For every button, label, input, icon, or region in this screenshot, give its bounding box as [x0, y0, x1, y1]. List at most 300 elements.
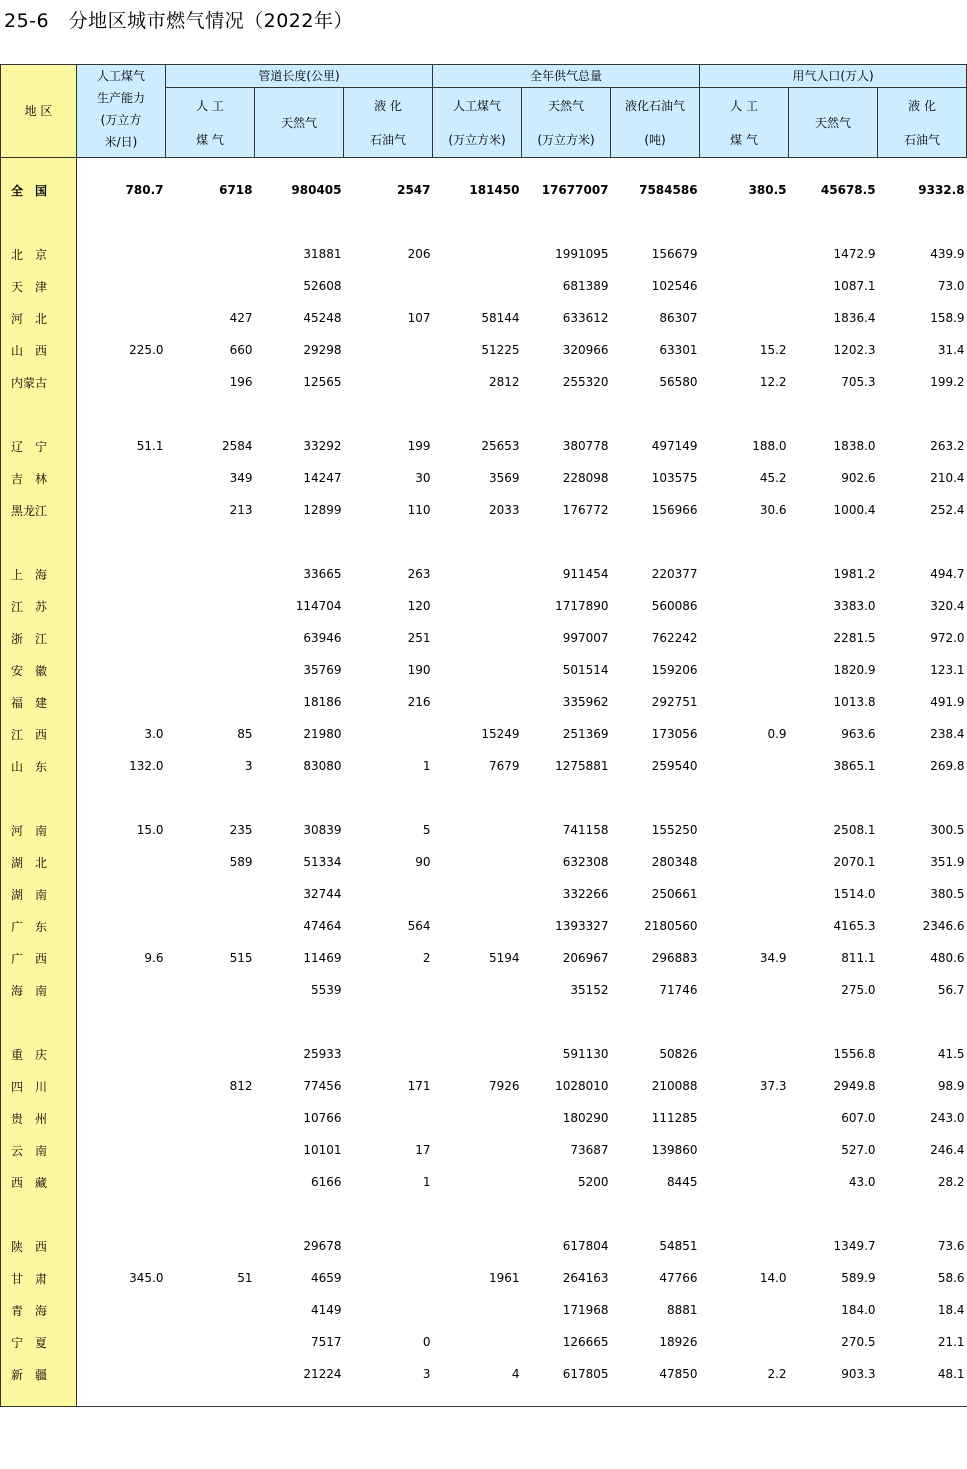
value-cell	[700, 1294, 789, 1326]
value-cell: 2949.8	[833, 1079, 876, 1093]
value-cell	[344, 366, 433, 398]
region-cell: 广 东	[1, 910, 77, 942]
value-cell	[700, 910, 789, 942]
region-cell: 江 苏	[1, 590, 77, 622]
header-region: 地 区	[1, 65, 77, 158]
value-cell	[77, 1230, 166, 1262]
table-row	[1, 878, 967, 910]
value-cell: 155250	[651, 823, 698, 837]
value-cell: 439.9	[930, 247, 965, 261]
value-cell	[433, 1134, 522, 1166]
value-cell: 480.6	[930, 951, 965, 965]
value-cell: 564	[407, 919, 431, 933]
value-cell: 2508.1	[833, 823, 876, 837]
value-cell: 156966	[651, 503, 698, 517]
region-cell: 辽 宁	[1, 430, 77, 462]
value-cell: 83080	[303, 759, 342, 773]
value-cell: 681389	[562, 279, 609, 293]
value-cell: 2.2	[767, 1367, 787, 1381]
value-cell	[166, 558, 255, 590]
table-row	[1, 1358, 967, 1390]
value-cell: 380778	[562, 439, 609, 453]
value-cell: 5200	[577, 1175, 609, 1189]
total-row	[1, 174, 967, 206]
value-cell: 21224	[303, 1367, 342, 1381]
value-cell: 6718	[219, 183, 253, 197]
table-row	[1, 622, 967, 654]
value-cell: 63946	[303, 631, 342, 645]
value-cell	[166, 654, 255, 686]
value-cell: 30	[415, 471, 431, 485]
value-cell: 1	[422, 759, 431, 773]
value-cell	[166, 910, 255, 942]
value-cell: 176772	[562, 503, 609, 517]
value-cell: 1991095	[555, 247, 609, 261]
region-cell: 湖 南	[1, 878, 77, 910]
value-cell: 427	[229, 311, 253, 325]
value-cell: 190	[407, 663, 431, 677]
table-row	[1, 814, 967, 846]
value-cell: 1087.1	[833, 279, 876, 293]
header-pipe-coal: 人 工 煤 气	[166, 88, 255, 158]
value-cell: 45.2	[759, 471, 787, 485]
table-row	[1, 942, 967, 974]
value-cell: 199.2	[930, 375, 965, 389]
value-cell: 29298	[303, 343, 342, 357]
value-cell	[700, 814, 789, 846]
value-cell: 41.5	[937, 1047, 965, 1061]
region-cell: 内蒙古	[1, 366, 77, 398]
value-cell: 10766	[303, 1111, 342, 1125]
header-pipe-lpg: 液 化 石油气	[344, 88, 433, 158]
value-cell: 35152	[570, 983, 609, 997]
value-cell: 51225	[481, 343, 520, 357]
value-cell	[433, 1166, 522, 1198]
value-cell: 246.4	[930, 1143, 965, 1157]
value-cell: 705.3	[841, 375, 876, 389]
value-cell: 9.6	[144, 951, 164, 965]
value-cell	[700, 1102, 789, 1134]
value-cell: 63301	[659, 343, 698, 357]
value-cell: 632308	[562, 855, 609, 869]
value-cell: 1028010	[555, 1079, 609, 1093]
value-cell: 5539	[310, 983, 342, 997]
value-cell: 7926	[488, 1079, 520, 1093]
value-cell	[77, 654, 166, 686]
value-cell: 180290	[562, 1111, 609, 1125]
value-cell: 30839	[303, 823, 342, 837]
value-cell: 259540	[651, 759, 698, 773]
header-coal-gas-capacity: 人工煤气 生产能力 (万立方 米/日)	[77, 65, 166, 158]
value-cell: 251369	[562, 727, 609, 741]
value-cell: 220377	[651, 567, 698, 581]
table-row	[1, 1294, 967, 1326]
region-cell: 重 庆	[1, 1038, 77, 1070]
value-cell: 0	[422, 1335, 431, 1349]
value-cell: 3	[422, 1367, 431, 1381]
value-cell: 31881	[303, 247, 342, 261]
value-cell	[433, 1038, 522, 1070]
value-cell	[77, 238, 166, 270]
value-cell	[700, 622, 789, 654]
region-cell: 海 南	[1, 974, 77, 1006]
value-cell	[77, 974, 166, 1006]
value-cell: 320.4	[930, 599, 965, 613]
value-cell: 158.9	[930, 311, 965, 325]
region-cell: 贵 州	[1, 1102, 77, 1134]
table-header	[1, 65, 967, 158]
table-row	[1, 1102, 967, 1134]
region-cell: 云 南	[1, 1134, 77, 1166]
value-cell: 51.1	[136, 439, 164, 453]
value-cell: 280348	[651, 855, 698, 869]
value-cell: 1	[422, 1175, 431, 1189]
value-cell: 14.0	[759, 1271, 787, 1285]
value-cell: 102546	[651, 279, 698, 293]
value-cell	[77, 1134, 166, 1166]
value-cell	[77, 622, 166, 654]
header-population-group: 用气人口(万人)	[700, 65, 967, 88]
value-cell	[77, 270, 166, 302]
value-cell: 617805	[562, 1367, 609, 1381]
value-cell	[433, 814, 522, 846]
table-row	[1, 1166, 967, 1198]
value-cell	[77, 1358, 166, 1390]
value-cell: 1349.7	[833, 1239, 876, 1253]
value-cell	[700, 302, 789, 334]
value-cell: 515	[229, 951, 253, 965]
table-body	[1, 158, 967, 1407]
table-row	[1, 1326, 967, 1358]
value-cell: 1717890	[555, 599, 609, 613]
value-cell: 32744	[303, 887, 342, 901]
value-cell	[344, 334, 433, 366]
table-row	[1, 750, 967, 782]
value-cell	[166, 270, 255, 302]
value-cell: 2584	[221, 439, 253, 453]
region-cell: 陕 西	[1, 1230, 77, 1262]
value-cell: 111285	[651, 1111, 698, 1125]
value-cell: 5194	[488, 951, 520, 965]
value-cell: 589.9	[841, 1271, 876, 1285]
table-row	[1, 846, 967, 878]
spacer-row	[1, 782, 967, 814]
value-cell: 21.1	[937, 1335, 965, 1349]
value-cell: 228098	[562, 471, 609, 485]
value-cell: 37.3	[759, 1079, 787, 1093]
value-cell: 1961	[488, 1271, 520, 1285]
value-cell	[77, 590, 166, 622]
value-cell: 264163	[562, 1271, 609, 1285]
value-cell: 238.4	[930, 727, 965, 741]
region-cell: 江 西	[1, 718, 77, 750]
value-cell: 591130	[562, 1047, 609, 1061]
value-cell: 47464	[303, 919, 342, 933]
value-cell: 90	[415, 855, 431, 869]
value-cell: 300.5	[930, 823, 965, 837]
value-cell	[433, 1230, 522, 1262]
value-cell	[433, 1102, 522, 1134]
region-cell: 西 藏	[1, 1166, 77, 1198]
value-cell	[166, 622, 255, 654]
region-cell: 浙 江	[1, 622, 77, 654]
table-row	[1, 910, 967, 942]
region-cell: 上 海	[1, 558, 77, 590]
value-cell: 250661	[651, 887, 698, 901]
value-cell: 812	[229, 1079, 253, 1093]
table-row	[1, 270, 967, 302]
value-cell: 332266	[562, 887, 609, 901]
value-cell: 25933	[303, 1047, 342, 1061]
value-cell: 21980	[303, 727, 342, 741]
value-cell: 48.1	[937, 1367, 965, 1381]
value-cell: 18186	[303, 695, 342, 709]
value-cell: 263	[407, 567, 431, 581]
value-cell: 216	[407, 695, 431, 709]
value-cell	[433, 878, 522, 910]
value-cell: 73.0	[937, 279, 965, 293]
value-cell	[700, 270, 789, 302]
value-cell: 7584586	[639, 183, 698, 197]
region-cell: 安 徽	[1, 654, 77, 686]
value-cell	[433, 846, 522, 878]
value-cell: 54851	[659, 1239, 698, 1253]
value-cell: 210088	[651, 1079, 698, 1093]
header-supply-natural: 天然气 (万立方米)	[522, 88, 611, 158]
value-cell	[433, 654, 522, 686]
spacer-row	[1, 158, 967, 175]
value-cell: 71746	[659, 983, 698, 997]
value-cell	[700, 878, 789, 910]
value-cell: 15.2	[759, 343, 787, 357]
value-cell	[77, 910, 166, 942]
value-cell	[700, 238, 789, 270]
value-cell: 4165.3	[833, 919, 876, 933]
table-row	[1, 366, 967, 398]
value-cell: 225.0	[129, 343, 164, 357]
value-cell: 73687	[570, 1143, 609, 1157]
value-cell: 15.0	[136, 823, 164, 837]
value-cell: 199	[407, 439, 431, 453]
value-cell: 1820.9	[833, 663, 876, 677]
table-row	[1, 1038, 967, 1070]
region-cell: 黑龙江	[1, 494, 77, 526]
region-cell: 天 津	[1, 270, 77, 302]
value-cell: 213	[229, 503, 253, 517]
value-cell: 491.9	[930, 695, 965, 709]
value-cell: 560086	[651, 599, 698, 613]
table-row	[1, 494, 967, 526]
value-cell: 103575	[651, 471, 698, 485]
value-cell	[77, 558, 166, 590]
value-cell	[700, 1326, 789, 1358]
table-row	[1, 302, 967, 334]
value-cell: 235	[229, 823, 253, 837]
value-cell: 980405	[291, 183, 342, 197]
table-row	[1, 1070, 967, 1102]
page-title: 25-6 分地区城市燃气情况（2022年）	[4, 10, 353, 32]
value-cell: 11469	[303, 951, 342, 965]
value-cell: 335962	[562, 695, 609, 709]
table-row	[1, 558, 967, 590]
value-cell: 252.4	[930, 503, 965, 517]
value-cell: 4149	[310, 1303, 342, 1317]
value-cell: 4659	[310, 1271, 342, 1285]
table-row	[1, 1230, 967, 1262]
header-pop-coal: 人 工 煤 气	[700, 88, 789, 158]
value-cell: 110	[407, 503, 431, 517]
value-cell	[77, 846, 166, 878]
value-cell	[77, 1102, 166, 1134]
value-cell: 139860	[651, 1143, 698, 1157]
value-cell	[700, 1230, 789, 1262]
value-cell: 45678.5	[820, 183, 876, 197]
value-cell	[166, 878, 255, 910]
value-cell	[166, 1358, 255, 1390]
table-row	[1, 462, 967, 494]
value-cell: 17677007	[541, 183, 609, 197]
value-cell: 780.7	[125, 183, 164, 197]
table-row	[1, 238, 967, 270]
value-cell	[77, 1166, 166, 1198]
spacer-row	[1, 206, 967, 238]
table-row	[1, 1134, 967, 1166]
value-cell: 1202.3	[833, 343, 876, 357]
value-cell	[77, 366, 166, 398]
value-cell: 292751	[651, 695, 698, 709]
value-cell	[433, 270, 522, 302]
table-row	[1, 430, 967, 462]
value-cell	[700, 1038, 789, 1070]
value-cell	[77, 878, 166, 910]
value-cell	[700, 558, 789, 590]
value-cell: 270.5	[841, 1335, 876, 1349]
value-cell: 123.1	[930, 663, 965, 677]
value-cell: 380.5	[748, 183, 787, 197]
value-cell: 2	[422, 951, 431, 965]
value-cell: 9332.8	[918, 183, 965, 197]
value-cell: 171968	[562, 1303, 609, 1317]
region-cell: 新 疆	[1, 1358, 77, 1390]
region-cell: 河 北	[1, 302, 77, 334]
value-cell: 206	[407, 247, 431, 261]
value-cell: 34.9	[759, 951, 787, 965]
value-cell	[166, 1134, 255, 1166]
gas-statistics-table	[0, 64, 967, 1407]
value-cell: 7679	[488, 759, 520, 773]
value-cell: 2812	[488, 375, 520, 389]
table-row	[1, 590, 967, 622]
region-cell: 青 海	[1, 1294, 77, 1326]
header-supply-group: 全年供气总量	[433, 65, 700, 88]
header-pipe-natural: 天然气	[255, 88, 344, 158]
value-cell: 2281.5	[833, 631, 876, 645]
value-cell	[344, 270, 433, 302]
value-cell: 3383.0	[833, 599, 876, 613]
value-cell	[700, 1166, 789, 1198]
region-cell: 广 西	[1, 942, 77, 974]
value-cell: 114704	[295, 599, 342, 613]
value-cell	[166, 1038, 255, 1070]
value-cell: 2346.6	[922, 919, 965, 933]
value-cell	[700, 846, 789, 878]
value-cell	[77, 1294, 166, 1326]
value-cell: 501514	[562, 663, 609, 677]
value-cell: 5	[422, 823, 431, 837]
value-cell: 17	[415, 1143, 431, 1157]
value-cell: 3	[244, 759, 253, 773]
value-cell	[77, 1038, 166, 1070]
value-cell	[166, 686, 255, 718]
value-cell	[433, 622, 522, 654]
value-cell: 77456	[303, 1079, 342, 1093]
region-cell: 甘 肃	[1, 1262, 77, 1294]
value-cell: 30.6	[759, 503, 787, 517]
value-cell: 8881	[667, 1303, 698, 1317]
value-cell: 2070.1	[833, 855, 876, 869]
value-cell: 120	[407, 599, 431, 613]
value-cell	[344, 1294, 433, 1326]
region-cell: 福 建	[1, 686, 77, 718]
value-cell	[77, 686, 166, 718]
region-cell: 吉 林	[1, 462, 77, 494]
spacer-row	[1, 526, 967, 558]
value-cell: 10101	[303, 1143, 342, 1157]
value-cell: 3865.1	[833, 759, 876, 773]
value-cell: 296883	[651, 951, 698, 965]
value-cell: 997007	[562, 631, 609, 645]
value-cell	[344, 718, 433, 750]
value-cell: 0.9	[767, 727, 787, 741]
value-cell	[166, 974, 255, 1006]
value-cell: 1275881	[555, 759, 609, 773]
value-cell: 51	[237, 1271, 253, 1285]
value-cell	[344, 1262, 433, 1294]
value-cell	[77, 494, 166, 526]
value-cell: 159206	[651, 663, 698, 677]
header-pop-lpg: 液 化 石油气	[878, 88, 967, 158]
value-cell: 762242	[651, 631, 698, 645]
value-cell: 6166	[310, 1175, 342, 1189]
value-cell: 107	[407, 311, 431, 325]
value-cell: 633612	[562, 311, 609, 325]
table-row	[1, 1262, 967, 1294]
value-cell: 14247	[303, 471, 342, 485]
value-cell: 269.8	[930, 759, 965, 773]
value-cell	[700, 1134, 789, 1166]
value-cell	[344, 1102, 433, 1134]
header-supply-coal: 人工煤气 (万立方米)	[433, 88, 522, 158]
value-cell: 43.0	[848, 1175, 876, 1189]
spacer-row	[1, 1390, 967, 1407]
header-supply-lpg: 液化石油气 (吨)	[611, 88, 700, 158]
value-cell: 50826	[659, 1047, 698, 1061]
region-cell: 山 东	[1, 750, 77, 782]
value-cell: 1981.2	[833, 567, 876, 581]
region-cell: 北 京	[1, 238, 77, 270]
value-cell: 18926	[659, 1335, 698, 1349]
value-cell: 52608	[303, 279, 342, 293]
value-cell: 7517	[310, 1335, 342, 1349]
value-cell: 3569	[488, 471, 520, 485]
value-cell: 911454	[562, 567, 609, 581]
value-cell: 181450	[469, 183, 520, 197]
value-cell	[433, 238, 522, 270]
value-cell: 349	[229, 471, 253, 485]
value-cell: 494.7	[930, 567, 965, 581]
value-cell	[344, 974, 433, 1006]
value-cell	[77, 1326, 166, 1358]
